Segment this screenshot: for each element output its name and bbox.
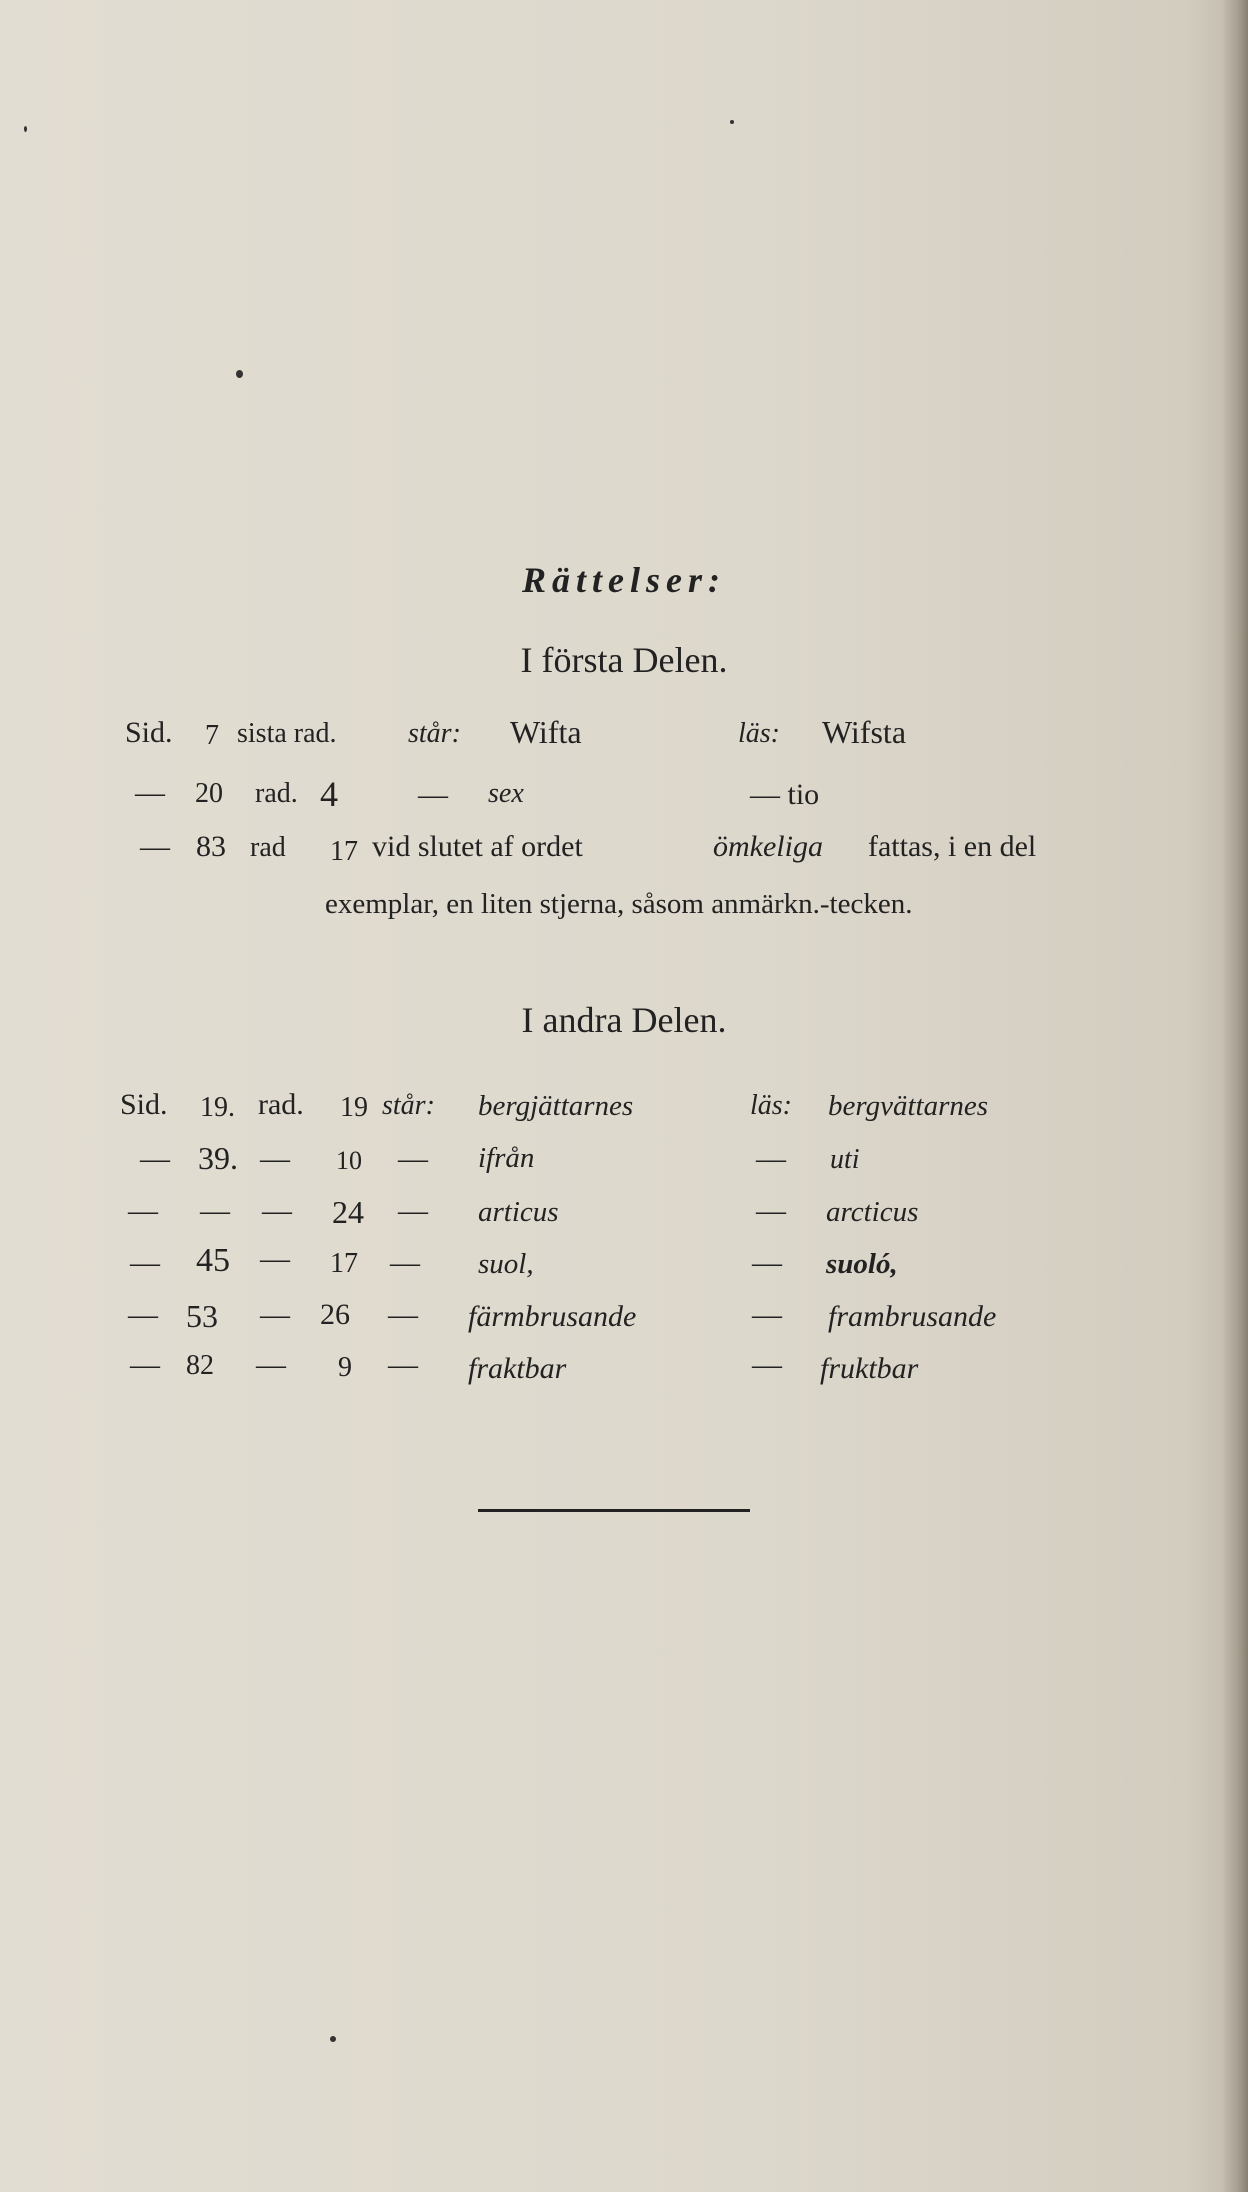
wrong-word: Wifta [510, 714, 582, 750]
dash: — [388, 1298, 418, 1331]
wrong-word: sex [488, 778, 524, 809]
line-number: 9 [338, 1352, 352, 1383]
paper-speck [24, 126, 27, 132]
line-ref: rad. [255, 778, 298, 809]
line-number: 4 [320, 774, 338, 814]
page-number: 83 [196, 830, 226, 863]
page-number: 7 [205, 720, 219, 751]
wrong-word: ifrån [478, 1142, 535, 1174]
dash: — [756, 1194, 786, 1227]
correct-word: fruktbar [820, 1352, 919, 1385]
page-number: 45 [196, 1242, 230, 1279]
dash: — [388, 1348, 418, 1381]
correct-word: frambrusande [828, 1300, 997, 1333]
dash: — [200, 1194, 230, 1227]
line-number: 17 [330, 836, 358, 867]
row-label: Sid. [125, 716, 173, 749]
dash: — [262, 1194, 292, 1227]
correct-word: uti [830, 1144, 860, 1175]
wrong-word: bergjättarnes [478, 1090, 634, 1122]
row-label: Sid. [120, 1088, 168, 1121]
paper-speck [330, 2036, 336, 2042]
page-number: 19. [200, 1092, 235, 1123]
dash: — [398, 1142, 428, 1175]
dash: — [260, 1242, 290, 1275]
page-number: 53 [186, 1298, 218, 1334]
page-number: 39. [198, 1140, 238, 1176]
row-label: — [130, 1246, 160, 1279]
correct-word: suoló, [826, 1248, 898, 1280]
wrong-word: fraktbar [468, 1352, 567, 1385]
wrong-word: articus [478, 1196, 559, 1228]
row-label: — [140, 830, 170, 863]
line-number: 10 [336, 1146, 362, 1175]
correct-word: arcticus [826, 1196, 919, 1228]
row-label: — [128, 1194, 158, 1227]
row-label: — [135, 776, 165, 809]
page-edge-shadow [1222, 0, 1248, 2192]
row-label: — [128, 1298, 158, 1331]
line-number: 26 [320, 1298, 350, 1331]
dash: — [756, 1142, 786, 1175]
line-ref: rad. [258, 1088, 304, 1121]
note-text: fattas, i en del [868, 830, 1037, 863]
note-word: ömkeliga [713, 830, 823, 863]
read-label: läs: [750, 1090, 792, 1121]
wrong-word: suol, [478, 1248, 534, 1280]
wrong-word: färmbrusande [468, 1300, 637, 1333]
line-number: 17 [330, 1248, 358, 1279]
section-heading-part1: I första Delen. [520, 640, 728, 680]
dash: — [418, 778, 448, 811]
line-ref: sista rad. [237, 718, 337, 749]
page-title: Rättelser: [522, 560, 726, 600]
dash: — [752, 1246, 782, 1279]
correct-word: bergvättarnes [828, 1090, 989, 1122]
note-text: vid slutet af ordet [372, 830, 583, 863]
line-number: 24 [332, 1194, 364, 1230]
dash: — [260, 1142, 290, 1175]
stands-label: står: [382, 1090, 435, 1121]
line-number: 19 [340, 1092, 368, 1123]
row-label: — [140, 1142, 170, 1175]
end-rule [478, 1509, 750, 1512]
line-ref: rad [250, 832, 286, 863]
stands-label: står: [408, 718, 461, 749]
dash: — [398, 1194, 428, 1227]
page-number: 82 [186, 1350, 214, 1381]
dash: — [390, 1246, 420, 1279]
dash: — [260, 1298, 290, 1331]
paper-speck [730, 120, 734, 124]
dash: — [256, 1348, 286, 1381]
read-label: läs: [738, 718, 780, 749]
paper-speck [236, 370, 243, 378]
row-label: — [130, 1348, 160, 1381]
dash: — [752, 1298, 782, 1331]
correct-word: Wifsta [822, 714, 907, 750]
note-continuation: exemplar, en liten stjerna, såsom anmärkn.-tecken. [325, 888, 913, 920]
dash: — [752, 1348, 782, 1381]
section-heading-part2: I andra Delen. [521, 1000, 727, 1040]
page-number: 20 [195, 778, 223, 809]
correct-word: — tio [750, 778, 820, 811]
